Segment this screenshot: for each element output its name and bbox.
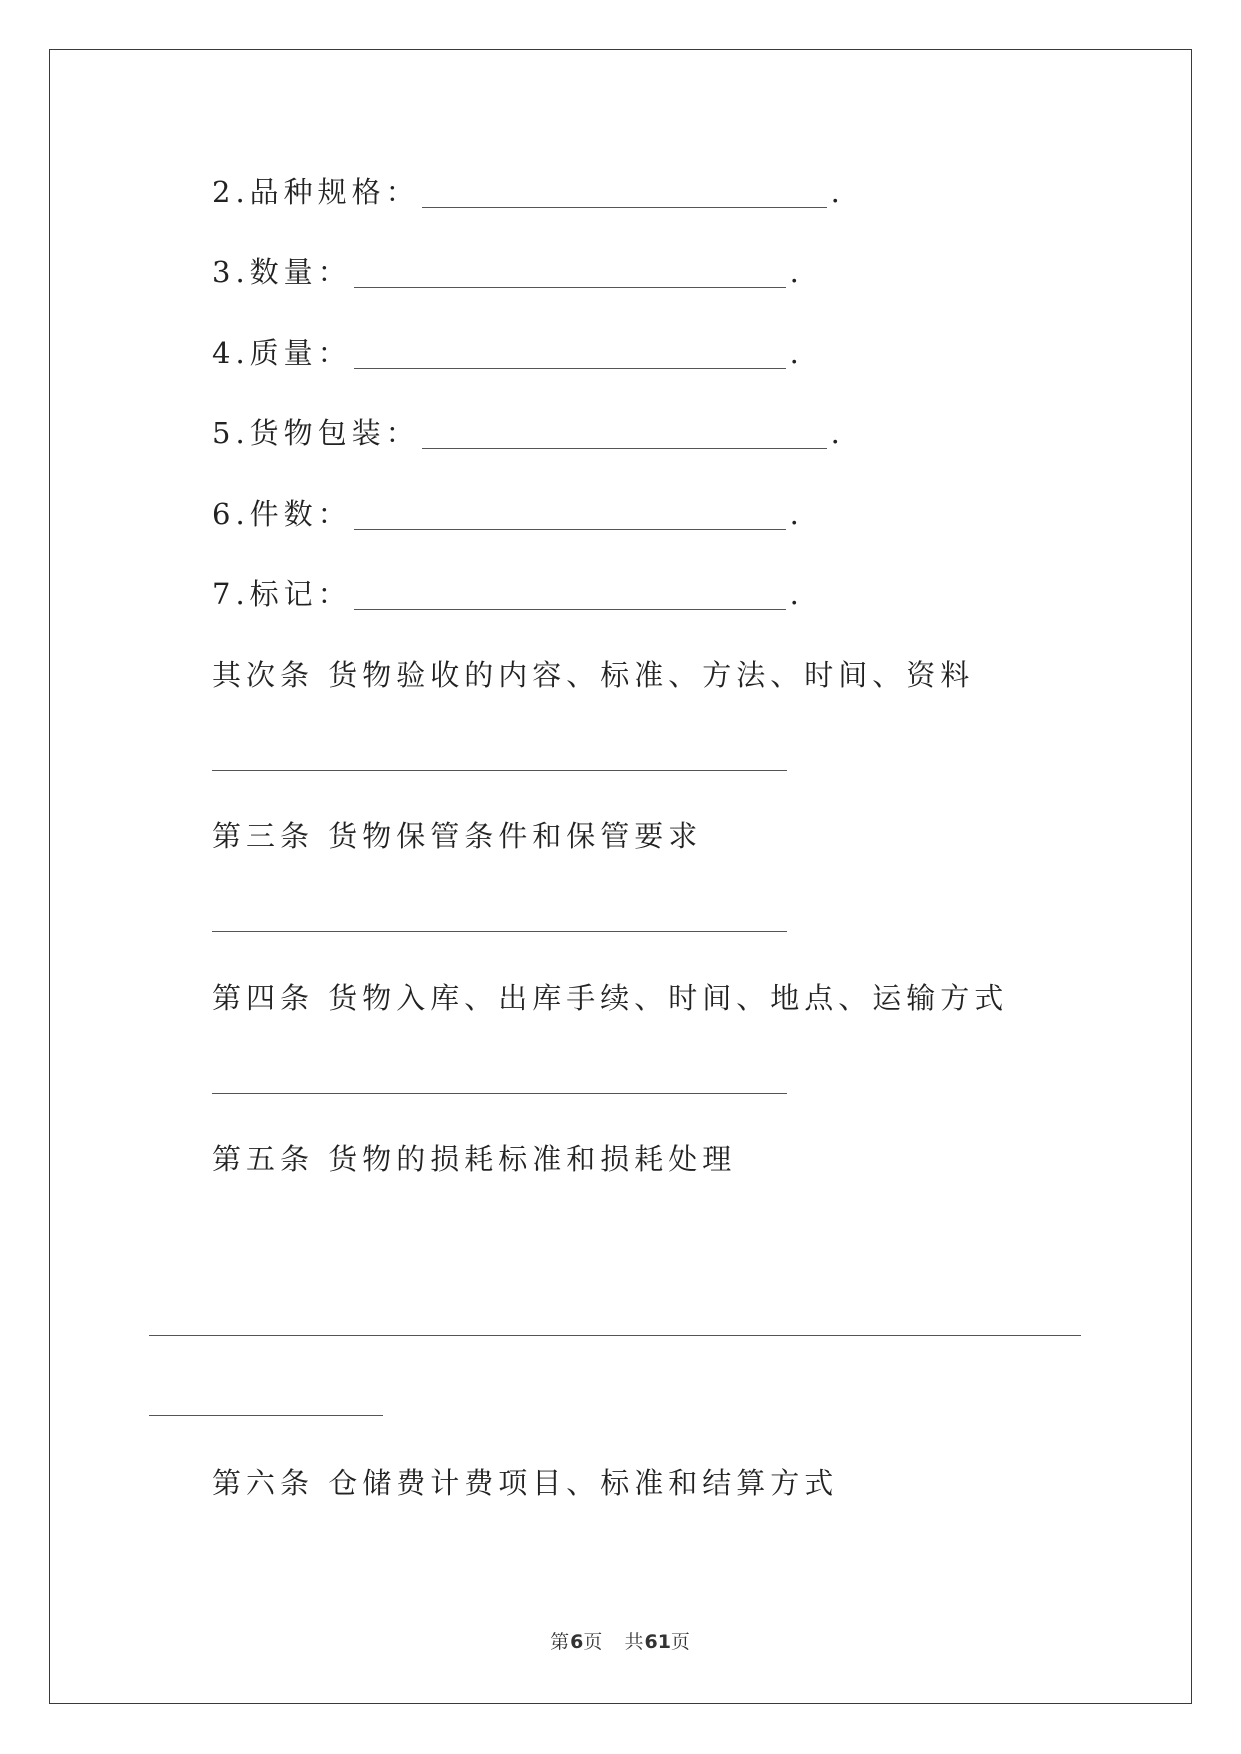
field-label: 5.货物包装：: [212, 416, 420, 450]
field-label: 6.件数：: [212, 497, 352, 531]
clause-title: 其次条 货物验收的内容、标准、方法、时间、资料: [212, 658, 975, 692]
field-end: .: [789, 336, 799, 370]
fill-in-blank[interactable]: [149, 1335, 1081, 1336]
field-quantity: [212, 255, 799, 289]
total-suffix: 页: [670, 1631, 691, 1653]
clause-title: 第四条 货物入库、出库手续、时间、地点、运输方式: [212, 981, 1009, 1015]
fill-in-blank[interactable]: [212, 1093, 787, 1094]
clause-title: 第五条 货物的损耗标准和损耗处理: [212, 1142, 737, 1176]
field-packaging: [212, 416, 840, 450]
field-end: .: [830, 416, 840, 450]
field-label: 3.数量：: [212, 255, 352, 289]
field-label: 4.质量：: [212, 336, 352, 370]
fill-in-blank[interactable]: [212, 770, 787, 771]
field-marking: [212, 577, 799, 611]
total-pages: 61: [644, 1631, 671, 1653]
fill-in-blank[interactable]: [354, 529, 786, 530]
field-end: .: [789, 497, 799, 531]
field-quality: [212, 336, 799, 370]
field-end: .: [830, 175, 840, 209]
page-suffix: 页: [583, 1631, 604, 1653]
fill-in-blank[interactable]: [354, 609, 786, 610]
clause-title: 第三条 货物保管条件和保管要求: [212, 819, 703, 853]
page-border: [49, 49, 1192, 1704]
page-prefix: 第: [550, 1631, 571, 1653]
page-footer: [0, 1627, 1241, 1654]
fill-in-blank[interactable]: [212, 931, 787, 932]
field-piece-count: [212, 497, 799, 531]
fill-in-blank[interactable]: [354, 368, 786, 369]
fill-in-blank[interactable]: [149, 1415, 383, 1416]
field-variety-spec: [212, 175, 840, 209]
total-prefix: 共: [624, 1631, 645, 1653]
page-number: 6: [570, 1631, 584, 1653]
fill-in-blank[interactable]: [422, 207, 827, 208]
field-label: 7.标记：: [212, 577, 352, 611]
field-label: 2.品种规格：: [212, 175, 420, 209]
fill-in-blank[interactable]: [422, 448, 827, 449]
field-end: .: [789, 577, 799, 611]
field-end: .: [789, 255, 799, 289]
clause-title: 第六条 仓储费计费项目、标准和结算方式: [212, 1466, 839, 1500]
fill-in-blank[interactable]: [354, 287, 786, 288]
